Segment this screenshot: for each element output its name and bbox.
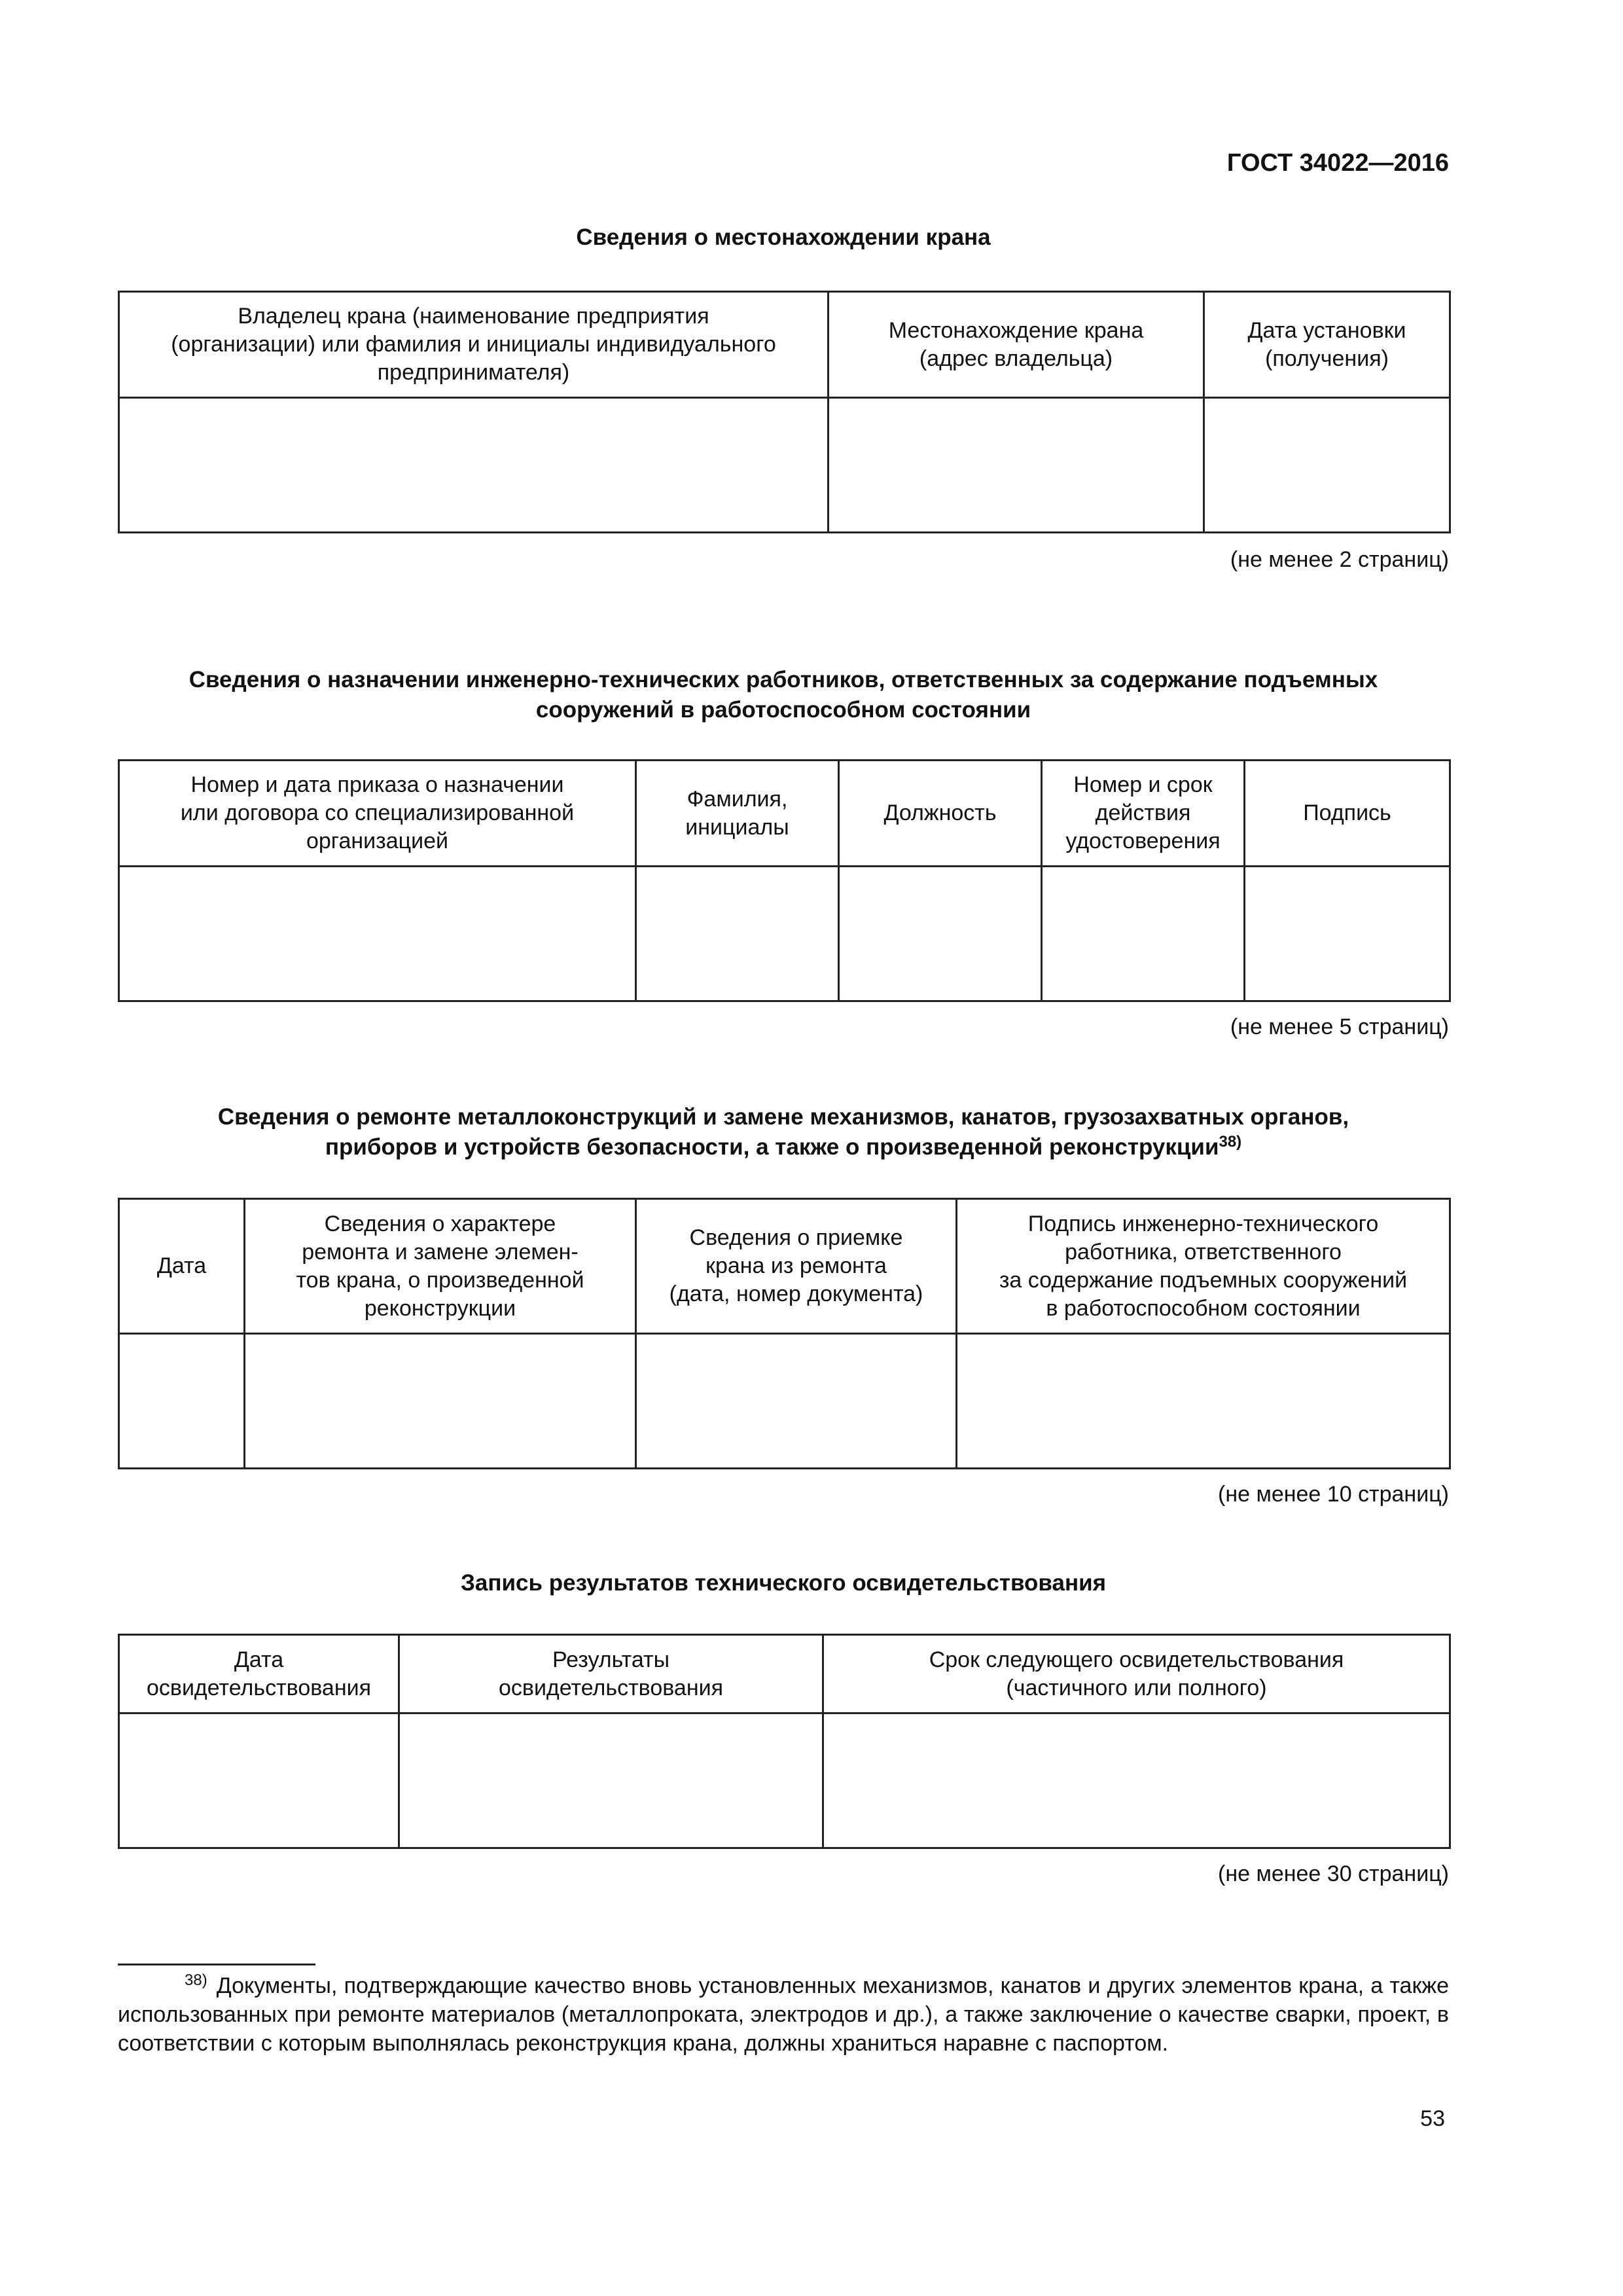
table-row: [119, 867, 1450, 1001]
column-header-position: Должность: [839, 761, 1042, 867]
table-cell[interactable]: [839, 867, 1042, 1001]
title-line: сооружений в работоспособном состоянии: [535, 697, 1031, 723]
column-header-order: Номер и дата приказа о назначении или договора со специализированной организацией: [119, 761, 636, 867]
table-cell[interactable]: [636, 1334, 957, 1469]
title-line: Запись результатов технического освидетельствования: [460, 1570, 1107, 1596]
crane-location-table: [118, 291, 1451, 533]
table-cell[interactable]: [245, 1334, 636, 1469]
table-row: [119, 1713, 1450, 1848]
title-line: Сведения о ремонте металлоконструкций и замене механизмов, канатов, грузозахватных органов,: [217, 1104, 1349, 1130]
table-cell[interactable]: [957, 1334, 1450, 1469]
footnote: [118, 1971, 1449, 2058]
table-cell[interactable]: [1204, 398, 1450, 533]
column-header-signature: Подпись: [1245, 761, 1450, 867]
page-count-note: (не менее 30 страниц): [1218, 1861, 1449, 1886]
standard-designation: ГОСТ 34022—2016: [1226, 149, 1449, 177]
table-row: [119, 398, 1450, 533]
repairs-table: [118, 1198, 1451, 1469]
table-header-row: [119, 1199, 1450, 1334]
column-header-engineer-signature: Подпись инженерно-технического работника, ответственного за содержание подъемных сооружений в работоспособном состоянии: [957, 1199, 1450, 1334]
table-cell[interactable]: [823, 1713, 1450, 1848]
table-cell[interactable]: [119, 867, 636, 1001]
column-header-repair-details: Сведения о характере ремонта и замене элемен- тов крана, о произведенной реконструкции: [245, 1199, 636, 1334]
column-header-next-inspection: Срок следующего освидетельствования (частичного или полного): [823, 1635, 1450, 1713]
column-header-location: Местонахождение крана (адрес владельца): [829, 292, 1204, 398]
column-header-name: Фамилия, инициалы: [636, 761, 839, 867]
column-header-install-date: Дата установки (получения): [1204, 292, 1450, 398]
inspection-table: [118, 1634, 1451, 1849]
table-header-row: [119, 1635, 1450, 1713]
footnote-separator: [118, 1964, 315, 1965]
footnote-marker: 38): [185, 1971, 207, 1989]
title-line: Сведения о назначении инженерно-технических работников, ответственных за содержание подъемных: [188, 667, 1378, 692]
column-header-owner: Владелец крана (наименование предприятия (организации) или фамилия и инициалы индивидуального предпринимателя): [119, 292, 829, 398]
page-count-note: (не менее 5 страниц): [1230, 1014, 1449, 1039]
column-header-results: Результаты освидетельствования: [399, 1635, 823, 1713]
table-cell[interactable]: [829, 398, 1204, 533]
section-title-crane-location: [118, 223, 1449, 253]
page-count-note: (не менее 10 страниц): [1218, 1482, 1449, 1507]
column-header-date: Дата: [119, 1199, 245, 1334]
section-title-repairs: [118, 1102, 1449, 1162]
table-header-row: [119, 761, 1450, 867]
engineers-table: [118, 759, 1451, 1002]
table-cell[interactable]: [1042, 867, 1245, 1001]
table-cell[interactable]: [1245, 867, 1450, 1001]
column-header-acceptance: Сведения о приемке крана из ремонта (дата, номер документа): [636, 1199, 957, 1334]
table-cell[interactable]: [119, 398, 829, 533]
column-header-inspection-date: Дата освидетельствования: [119, 1635, 399, 1713]
footnote-text: Документы, подтверждающие качество вновь установленных механизмов, канатов и других элементов крана, а также использованных при ремонте материалов (металлопроката, электродов и др.), а также заключение о качестве сварки, проект, в соответствии с которым выполнялась реконструкция крана, должны храниться наравне с паспортом.: [118, 1973, 1449, 2056]
page-count-note: (не менее 2 страниц): [1230, 547, 1449, 572]
table-cell[interactable]: [399, 1713, 823, 1848]
section-title-inspection: [118, 1568, 1449, 1598]
table-cell[interactable]: [119, 1713, 399, 1848]
title-line: приборов и устройств безопасности, а также о произведенной реконструкции$^{38)}$: [325, 1133, 1242, 1160]
section-title-engineers: [118, 665, 1449, 725]
page-number: 53: [1420, 2106, 1445, 2131]
footnote-ref[interactable]: 38): [1219, 1133, 1242, 1151]
table-cell[interactable]: [636, 867, 839, 1001]
title-line: Сведения о местонахождении крана: [576, 224, 991, 250]
table-header-row: [119, 292, 1450, 398]
table-cell[interactable]: [119, 1334, 245, 1469]
table-row: [119, 1334, 1450, 1469]
column-header-certificate: Номер и срок действия удостоверения: [1042, 761, 1245, 867]
